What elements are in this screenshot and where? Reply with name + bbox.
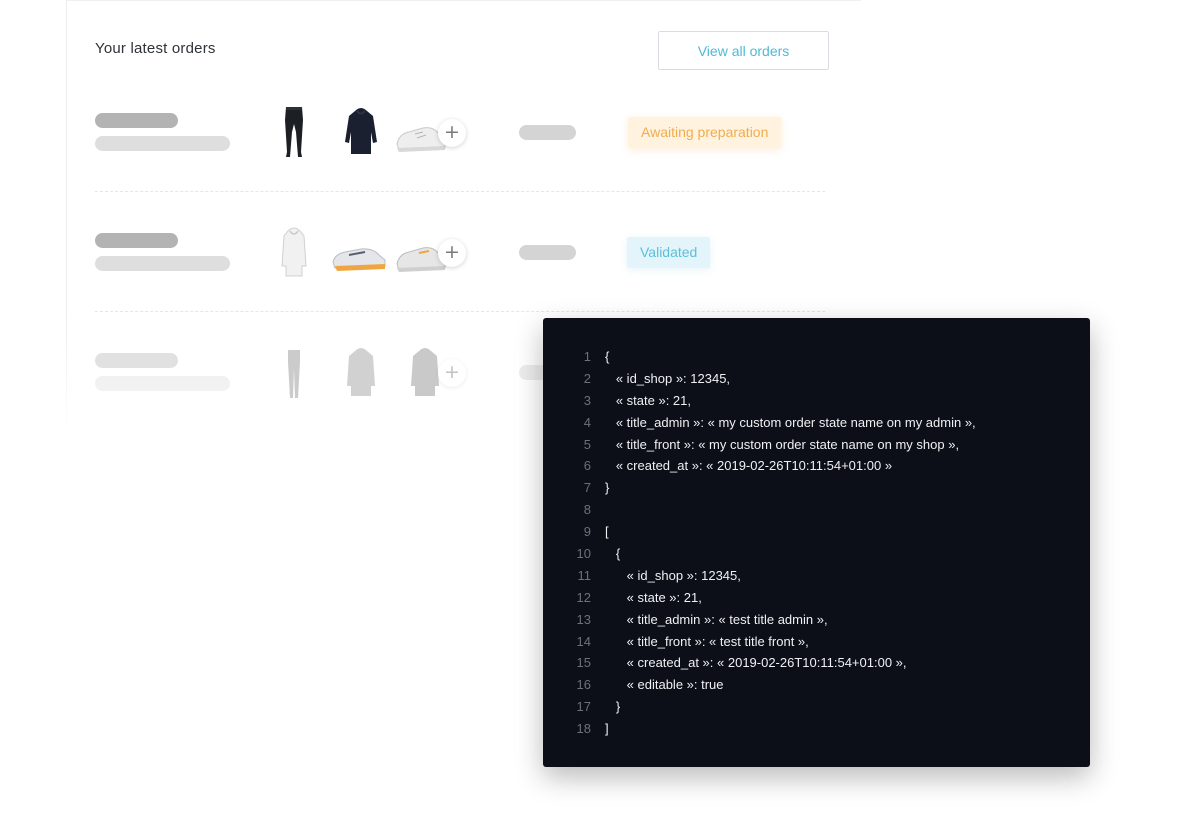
line-number: 1 [583, 349, 591, 364]
order-price-placeholder [519, 245, 576, 260]
code-text: { [605, 546, 621, 562]
code-text: « created_at »: « 2019-02-26T10:11:54+01:00 », [605, 655, 907, 671]
order-id-placeholder [95, 113, 178, 128]
code-text: } [605, 699, 621, 715]
json-code-panel [543, 318, 1090, 767]
code-text: « title_front »: « test title front », [605, 633, 809, 649]
code-text: « id_shop »: 12345, [605, 370, 731, 386]
code-text: « id_shop »: 12345, [605, 567, 741, 583]
order-date-placeholder [95, 376, 230, 391]
order-row[interactable] [0, 92, 1200, 172]
code-line [543, 543, 1090, 565]
code-line [543, 346, 1090, 368]
row-divider [95, 311, 825, 312]
line-number: 5 [583, 436, 591, 452]
code-text: « state »: 21, [605, 589, 702, 605]
code-text: ] [605, 721, 609, 737]
line-number: 2 [583, 370, 591, 386]
more-products-icon[interactable]: + [438, 119, 466, 147]
code-line [543, 565, 1090, 587]
code-text: « title_admin »: « test title admin », [605, 611, 828, 627]
order-id-placeholder [95, 233, 178, 248]
grey-running-shoe-icon [331, 222, 387, 284]
code-text: « title_front »: « my custom order state name on my shop », [605, 436, 960, 452]
order-date-placeholder [95, 136, 230, 151]
line-number: 13 [576, 611, 591, 627]
orders-title: Your latest orders [95, 40, 216, 57]
code-line [543, 521, 1090, 543]
code-line [543, 412, 1090, 434]
code-line [543, 368, 1090, 390]
code-text: } [605, 480, 610, 496]
row-divider [95, 191, 825, 192]
code-text: « created_at »: « 2019-02-26T10:11:54+01:00 » [605, 458, 893, 474]
line-number: 8 [583, 502, 591, 518]
line-number: 7 [583, 480, 591, 496]
order-price-placeholder [519, 125, 576, 140]
view-all-orders-button[interactable]: View all orders [658, 31, 829, 70]
line-number: 15 [576, 655, 591, 671]
code-line [543, 455, 1090, 477]
line-number: 3 [583, 392, 591, 408]
line-number: 11 [577, 567, 591, 583]
line-number: 4 [583, 414, 591, 430]
code-text: { [605, 349, 610, 364]
line-number: 10 [576, 546, 591, 562]
grey-hoodie-icon [333, 342, 389, 404]
line-number: 18 [576, 721, 591, 737]
line-number: 17 [576, 699, 591, 715]
line-number: 6 [583, 458, 591, 474]
code-line [543, 718, 1090, 740]
code-text: « state »: 21, [605, 392, 691, 408]
code-text: [ [605, 524, 609, 540]
code-line [543, 674, 1090, 696]
code-line [543, 696, 1090, 718]
order-id-placeholder [95, 353, 178, 368]
white-hoodie-icon [266, 222, 322, 284]
code-line [543, 609, 1090, 631]
code-text: « title_admin »: « my custom order state name on my admin », [605, 414, 976, 430]
status-badge: Validated [627, 237, 710, 268]
black-jogger-pants-icon [266, 102, 322, 164]
line-number: 14 [576, 633, 591, 649]
code-line [543, 434, 1090, 456]
code-line [543, 587, 1090, 609]
navy-hoodie-icon [333, 102, 389, 164]
code-line [543, 477, 1090, 499]
code-text: « editable »: true [605, 677, 724, 693]
order-date-placeholder [95, 256, 230, 271]
code-line [543, 499, 1090, 521]
order-row[interactable] [0, 212, 1200, 292]
code-line [543, 652, 1090, 674]
more-products-icon[interactable]: + [438, 359, 466, 387]
card-border-top [66, 0, 861, 1]
code-lines [543, 346, 1090, 740]
line-number: 12 [576, 589, 591, 605]
line-number: 9 [583, 524, 591, 540]
code-line [543, 631, 1090, 653]
more-products-icon[interactable]: + [438, 239, 466, 267]
grey-leggings-icon [266, 342, 322, 404]
code-line [543, 390, 1090, 412]
line-number: 16 [576, 677, 591, 693]
status-badge: Awaiting preparation [628, 117, 781, 148]
